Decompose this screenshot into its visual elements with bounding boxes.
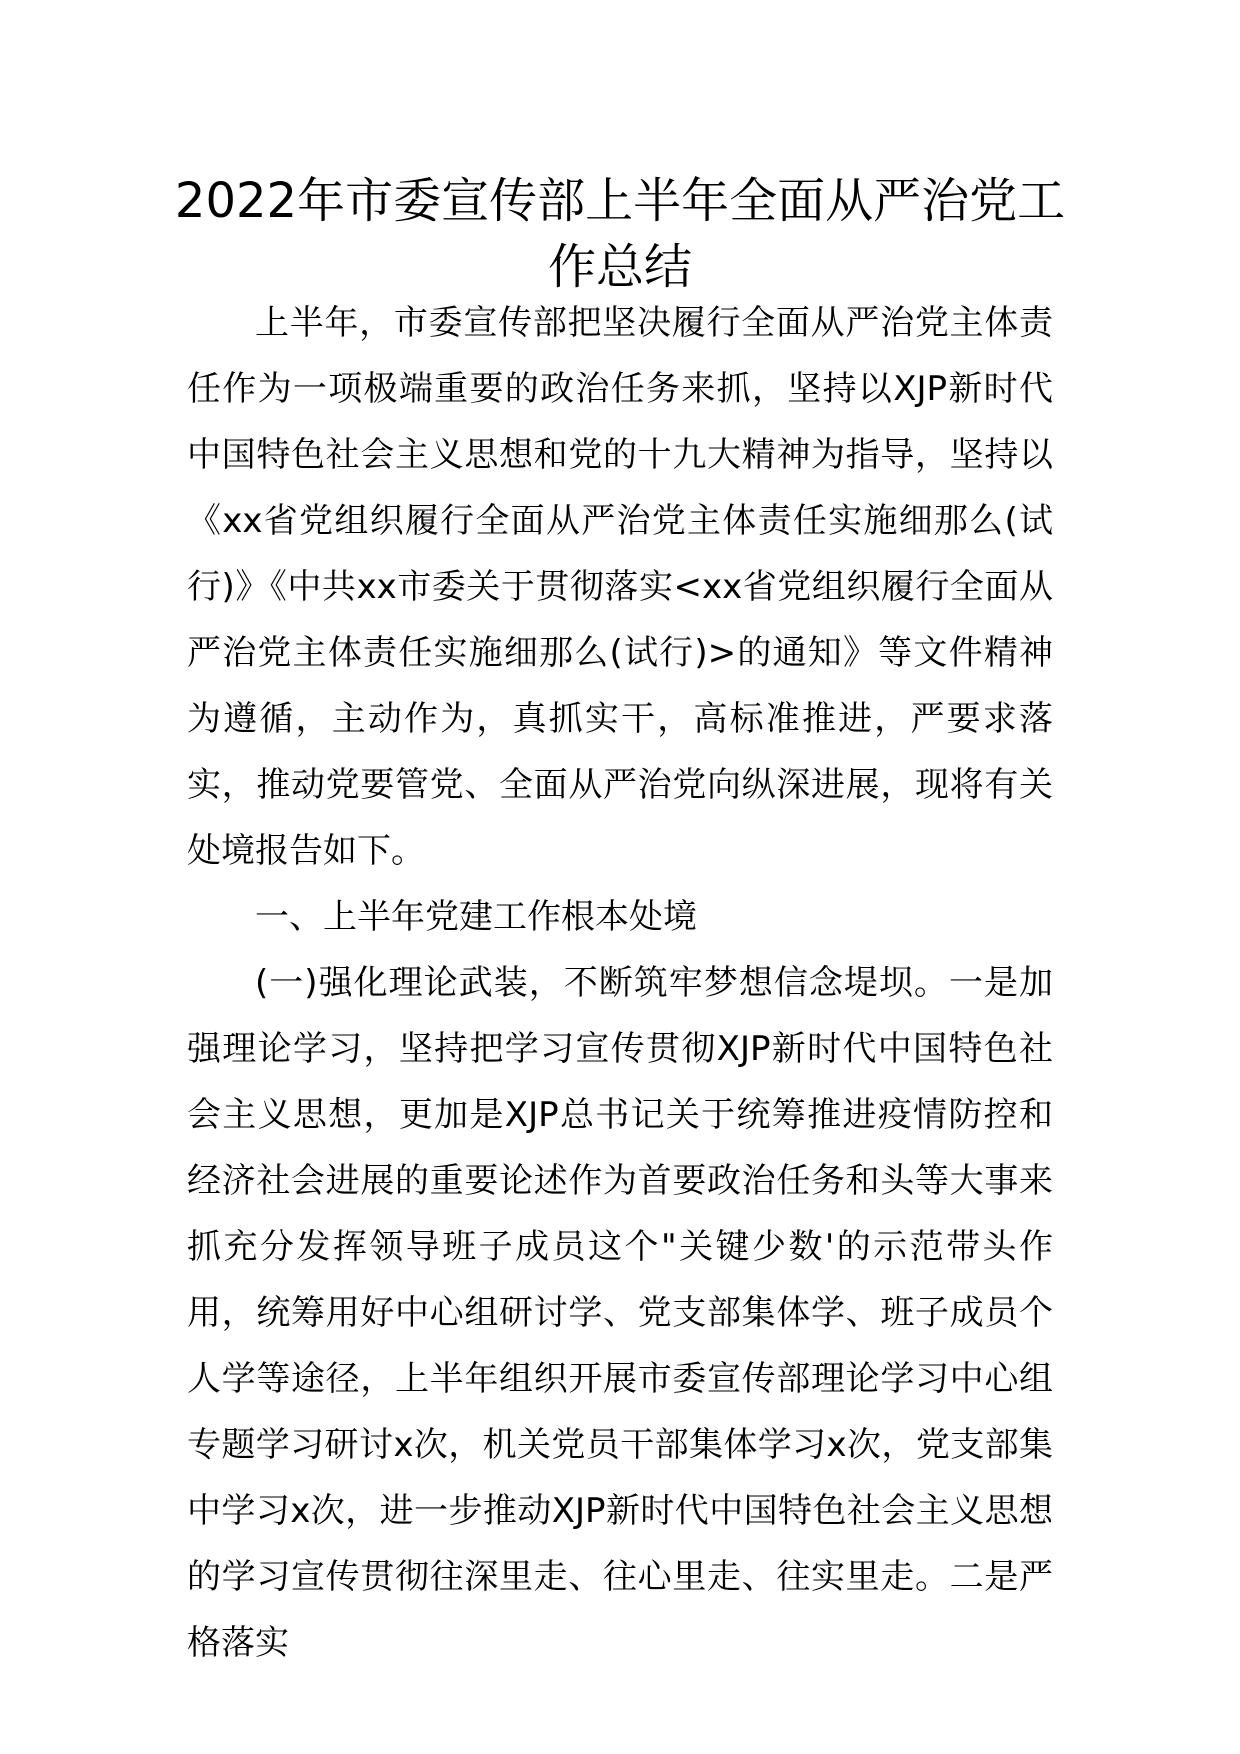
document-body: [187, 290, 1053, 1676]
section-heading: 一、上半年党建工作根本处境: [255, 897, 697, 937]
document-title: [150, 168, 1090, 300]
intro-paragraph: 上半年，市委宣传部把坚决履行全面从严治党主体责任作为一项极端重要的政治任务来抓，坚持以XJP新时代中国特色社会主义思想和党的十九大精神为指导，坚持以《xx省党组织履行全面从严治党主体责任实施细那么(试行)》《中共xx市委关于贯彻落实<xx省党组织履行全面从严治党主体责任实施细那么(试行)>的通知》等文件精神为遵循，主动作为，真抓实干，高标准推进，严要求落实，推动党要管党、全面从严治党向纵深进展，现将有关处境报告如下。: [187, 303, 1053, 871]
title-line-2: 作总结: [547, 239, 692, 295]
title-line-1: 2022年市委宣传部上半年全面从严治党工: [174, 173, 1066, 229]
section-paragraph: (一)强化理论武装，不断筑牢梦想信念堤坝。一是加强理论学习，坚持把学习宣传贯彻XJP新时代中国特色社会主义思想，更加是XJP总书记关于统筹推进疫情防控和经济社会进展的重要论述作为首要政治任务和头等大事来抓充分发挥领导班子成员这个"关键少数'的示范带头作用，统筹用好中心组研讨学、党支部集体学、班子成员个人学等途径，上半年组织开展市委宣传部理论学习中心组专题学习研讨x次，机关党员干部集体学习x次，党支部集中学习x次，进一步推动XJP新时代中国特色社会主义思想的学习宣传贯彻往深里走、往心里走、往实里走。二是严格落实: [187, 963, 1053, 1663]
